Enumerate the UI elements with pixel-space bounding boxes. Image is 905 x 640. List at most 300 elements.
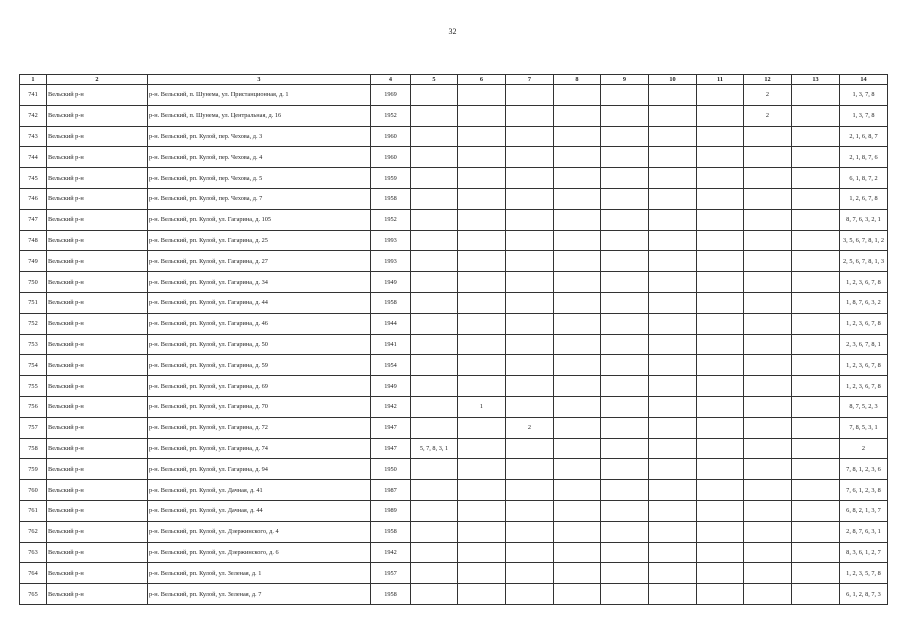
row-number: 757 [20, 417, 47, 438]
col9-cell [601, 417, 649, 438]
district-cell: Вельский р-н [47, 396, 148, 417]
row-number: 758 [20, 438, 47, 459]
col6-cell [458, 147, 506, 168]
column-header-2: 2 [47, 75, 148, 85]
row-number: 760 [20, 480, 47, 501]
col12-cell [744, 188, 792, 209]
col5-cell [411, 584, 458, 605]
year-cell: 1950 [371, 459, 411, 480]
col5-cell [411, 313, 458, 334]
column-header-11: 11 [697, 75, 744, 85]
col13-cell [792, 480, 840, 501]
col13-cell [792, 272, 840, 293]
col7-cell [506, 480, 554, 501]
year-cell: 1942 [371, 542, 411, 563]
col9-cell [601, 251, 649, 272]
col14-cell: 1, 2, 3, 6, 7, 8 [840, 376, 888, 397]
col7-cell [506, 147, 554, 168]
district-cell: Вельский р-н [47, 313, 148, 334]
col6-cell [458, 438, 506, 459]
col12-cell [744, 126, 792, 147]
address-cell: р-н. Вельский, рп. Кулой, ул. Гагарина, д. 74 [148, 438, 371, 459]
table-row [20, 521, 888, 542]
col8-cell [554, 209, 601, 230]
col8-cell [554, 272, 601, 293]
col10-cell [649, 584, 697, 605]
col13-cell [792, 209, 840, 230]
row-number: 743 [20, 126, 47, 147]
col11-cell [697, 188, 744, 209]
year-cell: 1993 [371, 230, 411, 251]
district-cell: Вельский р-н [47, 521, 148, 542]
district-cell: Вельский р-н [47, 85, 148, 106]
address-cell: р-н. Вельский, п. Шунема, ул. Пристанционная, д. 1 [148, 85, 371, 106]
register-table [19, 74, 888, 605]
col6-cell [458, 521, 506, 542]
col11-cell [697, 563, 744, 584]
district-cell: Вельский р-н [47, 438, 148, 459]
column-header-6: 6 [458, 75, 506, 85]
col12-cell [744, 230, 792, 251]
col10-cell [649, 168, 697, 189]
col5-cell [411, 480, 458, 501]
address-cell: р-н. Вельский, рп. Кулой, ул. Зеленая, д. 1 [148, 563, 371, 584]
col11-cell [697, 230, 744, 251]
col13-cell [792, 334, 840, 355]
column-header-9: 9 [601, 75, 649, 85]
col12-cell [744, 584, 792, 605]
col12-cell [744, 168, 792, 189]
col11-cell [697, 209, 744, 230]
district-cell: Вельский р-н [47, 105, 148, 126]
column-header-13: 13 [792, 75, 840, 85]
district-cell: Вельский р-н [47, 584, 148, 605]
col12-cell [744, 459, 792, 480]
col11-cell [697, 480, 744, 501]
col14-cell: 1, 2, 3, 6, 7, 8 [840, 272, 888, 293]
col6-cell [458, 376, 506, 397]
col9-cell [601, 480, 649, 501]
col9-cell [601, 313, 649, 334]
year-cell: 1947 [371, 438, 411, 459]
table-row [20, 438, 888, 459]
col10-cell [649, 147, 697, 168]
col8-cell [554, 480, 601, 501]
col6-cell: 1 [458, 396, 506, 417]
col6-cell [458, 500, 506, 521]
year-cell: 1987 [371, 480, 411, 501]
col7-cell [506, 376, 554, 397]
year-cell: 1958 [371, 188, 411, 209]
row-number: 753 [20, 334, 47, 355]
address-cell: р-н. Вельский, рп. Кулой, пер. Чехова, д. 5 [148, 168, 371, 189]
address-cell: р-н. Вельский, рп. Кулой, ул. Зеленая, д. 7 [148, 584, 371, 605]
col7-cell [506, 563, 554, 584]
address-cell: р-н. Вельский, п. Шунема, ул. Центральная, д. 16 [148, 105, 371, 126]
col10-cell [649, 313, 697, 334]
col13-cell [792, 105, 840, 126]
col10-cell [649, 563, 697, 584]
col7-cell [506, 396, 554, 417]
col6-cell [458, 584, 506, 605]
col10-cell [649, 105, 697, 126]
col9-cell [601, 188, 649, 209]
col10-cell [649, 521, 697, 542]
col8-cell [554, 188, 601, 209]
col5-cell: 5, 7, 8, 3, 1 [411, 438, 458, 459]
table-row [20, 584, 888, 605]
header-row [20, 75, 888, 85]
col12-cell [744, 209, 792, 230]
col10-cell [649, 396, 697, 417]
address-cell: р-н. Вельский, рп. Кулой, ул. Гагарина, д. 44 [148, 292, 371, 313]
col8-cell [554, 542, 601, 563]
column-header-14: 14 [840, 75, 888, 85]
col8-cell [554, 355, 601, 376]
col11-cell [697, 355, 744, 376]
col14-cell: 1, 8, 7, 6, 3, 2 [840, 292, 888, 313]
district-cell: Вельский р-н [47, 126, 148, 147]
col9-cell [601, 126, 649, 147]
col7-cell [506, 209, 554, 230]
col5-cell [411, 355, 458, 376]
col5-cell [411, 334, 458, 355]
column-header-7: 7 [506, 75, 554, 85]
col11-cell [697, 272, 744, 293]
year-cell: 1969 [371, 85, 411, 106]
year-cell: 1942 [371, 396, 411, 417]
address-cell: р-н. Вельский, рп. Кулой, ул. Дачная, д. 41 [148, 480, 371, 501]
col9-cell [601, 105, 649, 126]
col5-cell [411, 188, 458, 209]
col6-cell [458, 188, 506, 209]
col10-cell [649, 292, 697, 313]
column-header-12: 12 [744, 75, 792, 85]
col12-cell [744, 355, 792, 376]
col9-cell [601, 438, 649, 459]
col10-cell [649, 188, 697, 209]
col13-cell [792, 542, 840, 563]
col7-cell [506, 292, 554, 313]
address-cell: р-н. Вельский, рп. Кулой, ул. Гагарина, д. 70 [148, 396, 371, 417]
table-row [20, 355, 888, 376]
col11-cell [697, 147, 744, 168]
table-row [20, 376, 888, 397]
col8-cell [554, 230, 601, 251]
col10-cell [649, 355, 697, 376]
col8-cell [554, 500, 601, 521]
col11-cell [697, 251, 744, 272]
col7-cell [506, 272, 554, 293]
col8-cell [554, 417, 601, 438]
col14-cell: 7, 8, 1, 2, 3, 6 [840, 459, 888, 480]
col14-cell: 6, 8, 2, 1, 3, 7 [840, 500, 888, 521]
district-cell: Вельский р-н [47, 355, 148, 376]
year-cell: 1941 [371, 334, 411, 355]
row-number: 742 [20, 105, 47, 126]
col10-cell [649, 459, 697, 480]
row-number: 750 [20, 272, 47, 293]
row-number: 756 [20, 396, 47, 417]
col14-cell: 1, 2, 3, 5, 7, 8 [840, 563, 888, 584]
col11-cell [697, 334, 744, 355]
col5-cell [411, 230, 458, 251]
col11-cell [697, 376, 744, 397]
col11-cell [697, 126, 744, 147]
col13-cell [792, 563, 840, 584]
table-row [20, 417, 888, 438]
district-cell: Вельский р-н [47, 230, 148, 251]
row-number: 747 [20, 209, 47, 230]
address-cell: р-н. Вельский, рп. Кулой, ул. Гагарина, д. 72 [148, 417, 371, 438]
col8-cell [554, 376, 601, 397]
col13-cell [792, 147, 840, 168]
address-cell: р-н. Вельский, рп. Кулой, пер. Чехова, д. 7 [148, 188, 371, 209]
col6-cell [458, 126, 506, 147]
col5-cell [411, 292, 458, 313]
col14-cell: 8, 7, 6, 3, 2, 1 [840, 209, 888, 230]
col7-cell [506, 438, 554, 459]
col12-cell [744, 417, 792, 438]
col13-cell [792, 500, 840, 521]
district-cell: Вельский р-н [47, 272, 148, 293]
year-cell: 1952 [371, 209, 411, 230]
col5-cell [411, 396, 458, 417]
district-cell: Вельский р-н [47, 251, 148, 272]
col8-cell [554, 126, 601, 147]
row-number: 763 [20, 542, 47, 563]
column-header-4: 4 [371, 75, 411, 85]
table-row [20, 188, 888, 209]
col10-cell [649, 230, 697, 251]
col7-cell [506, 251, 554, 272]
col10-cell [649, 480, 697, 501]
table-row [20, 230, 888, 251]
col10-cell [649, 376, 697, 397]
col13-cell [792, 417, 840, 438]
col9-cell [601, 209, 649, 230]
column-header-10: 10 [649, 75, 697, 85]
col7-cell [506, 105, 554, 126]
col9-cell [601, 396, 649, 417]
row-number: 764 [20, 563, 47, 584]
col14-cell: 1, 2, 6, 7, 8 [840, 188, 888, 209]
col6-cell [458, 251, 506, 272]
col9-cell [601, 85, 649, 106]
col7-cell [506, 313, 554, 334]
col6-cell [458, 542, 506, 563]
district-cell: Вельский р-н [47, 292, 148, 313]
col11-cell [697, 292, 744, 313]
address-cell: р-н. Вельский, рп. Кулой, пер. Чехова, д. 3 [148, 126, 371, 147]
col12-cell [744, 480, 792, 501]
row-number: 761 [20, 500, 47, 521]
col13-cell [792, 313, 840, 334]
col9-cell [601, 563, 649, 584]
col5-cell [411, 209, 458, 230]
col9-cell [601, 521, 649, 542]
year-cell: 1949 [371, 272, 411, 293]
col10-cell [649, 85, 697, 106]
col14-cell: 6, 1, 2, 8, 7, 3 [840, 584, 888, 605]
address-cell: р-н. Вельский, рп. Кулой, ул. Гагарина, д. 27 [148, 251, 371, 272]
col6-cell [458, 480, 506, 501]
col14-cell: 2, 3, 6, 7, 8, 1 [840, 334, 888, 355]
col7-cell [506, 521, 554, 542]
col5-cell [411, 521, 458, 542]
col5-cell [411, 85, 458, 106]
address-cell: р-н. Вельский, рп. Кулой, ул. Дачная, д. 44 [148, 500, 371, 521]
col8-cell [554, 584, 601, 605]
year-cell: 1993 [371, 251, 411, 272]
col6-cell [458, 417, 506, 438]
col6-cell [458, 272, 506, 293]
district-cell: Вельский р-н [47, 500, 148, 521]
col13-cell [792, 230, 840, 251]
col10-cell [649, 272, 697, 293]
col10-cell [649, 209, 697, 230]
col5-cell [411, 105, 458, 126]
col9-cell [601, 168, 649, 189]
address-cell: р-н. Вельский, рп. Кулой, ул. Гагарина, д. 59 [148, 355, 371, 376]
col6-cell [458, 334, 506, 355]
col7-cell [506, 500, 554, 521]
col12-cell [744, 563, 792, 584]
col13-cell [792, 521, 840, 542]
col12-cell [744, 521, 792, 542]
col6-cell [458, 292, 506, 313]
table-row [20, 147, 888, 168]
year-cell: 1952 [371, 105, 411, 126]
district-cell: Вельский р-н [47, 209, 148, 230]
col8-cell [554, 147, 601, 168]
year-cell: 1958 [371, 521, 411, 542]
col8-cell [554, 334, 601, 355]
col13-cell [792, 251, 840, 272]
col14-cell: 1, 2, 3, 6, 7, 8 [840, 355, 888, 376]
row-number: 749 [20, 251, 47, 272]
column-header-5: 5 [411, 75, 458, 85]
table-row [20, 209, 888, 230]
col13-cell [792, 355, 840, 376]
col5-cell [411, 563, 458, 584]
address-cell: р-н. Вельский, рп. Кулой, ул. Гагарина, д. 50 [148, 334, 371, 355]
row-number: 741 [20, 85, 47, 106]
year-cell: 1957 [371, 563, 411, 584]
district-cell: Вельский р-н [47, 168, 148, 189]
year-cell: 1954 [371, 355, 411, 376]
col9-cell [601, 376, 649, 397]
col7-cell [506, 126, 554, 147]
year-cell: 1989 [371, 500, 411, 521]
col10-cell [649, 126, 697, 147]
table-row [20, 85, 888, 106]
col8-cell [554, 563, 601, 584]
col7-cell [506, 230, 554, 251]
row-number: 745 [20, 168, 47, 189]
col5-cell [411, 376, 458, 397]
col11-cell [697, 459, 744, 480]
col7-cell [506, 355, 554, 376]
table-row [20, 459, 888, 480]
col7-cell [506, 542, 554, 563]
year-cell: 1944 [371, 313, 411, 334]
row-number: 746 [20, 188, 47, 209]
col9-cell [601, 542, 649, 563]
district-cell: Вельский р-н [47, 376, 148, 397]
col10-cell [649, 542, 697, 563]
table-row [20, 168, 888, 189]
col9-cell [601, 500, 649, 521]
district-cell: Вельский р-н [47, 147, 148, 168]
district-cell: Вельский р-н [47, 563, 148, 584]
row-number: 759 [20, 459, 47, 480]
address-cell: р-н. Вельский, рп. Кулой, ул. Гагарина, д. 105 [148, 209, 371, 230]
col6-cell [458, 355, 506, 376]
col5-cell [411, 542, 458, 563]
col6-cell [458, 563, 506, 584]
col8-cell [554, 438, 601, 459]
col13-cell [792, 396, 840, 417]
col12-cell [744, 500, 792, 521]
page-number: 32 [448, 27, 457, 36]
col12-cell [744, 376, 792, 397]
row-number: 765 [20, 584, 47, 605]
col8-cell [554, 168, 601, 189]
district-cell: Вельский р-н [47, 542, 148, 563]
address-cell: р-н. Вельский, рп. Кулой, ул. Гагарина, д. 94 [148, 459, 371, 480]
col14-cell: 2, 1, 6, 8, 7 [840, 126, 888, 147]
address-cell: р-н. Вельский, рп. Кулой, ул. Дзержинского, д. 6 [148, 542, 371, 563]
col11-cell [697, 85, 744, 106]
year-cell: 1958 [371, 584, 411, 605]
col12-cell [744, 542, 792, 563]
col12-cell [744, 147, 792, 168]
col14-cell: 3, 5, 6, 7, 8, 1, 2 [840, 230, 888, 251]
column-header-3: 3 [148, 75, 371, 85]
col12-cell: 2 [744, 105, 792, 126]
column-header-1: 1 [20, 75, 47, 85]
col14-cell: 2, 1, 8, 7, 6 [840, 147, 888, 168]
col13-cell [792, 459, 840, 480]
col9-cell [601, 292, 649, 313]
col10-cell [649, 334, 697, 355]
col6-cell [458, 459, 506, 480]
col5-cell [411, 168, 458, 189]
col10-cell [649, 500, 697, 521]
col12-cell [744, 313, 792, 334]
district-cell: Вельский р-н [47, 459, 148, 480]
year-cell: 1949 [371, 376, 411, 397]
col6-cell [458, 313, 506, 334]
col11-cell [697, 438, 744, 459]
table-body [20, 85, 888, 605]
address-cell: р-н. Вельский, рп. Кулой, пер. Чехова, д. 4 [148, 147, 371, 168]
col11-cell [697, 542, 744, 563]
col12-cell [744, 334, 792, 355]
year-cell: 1959 [371, 168, 411, 189]
col6-cell [458, 85, 506, 106]
col14-cell: 1, 2, 3, 6, 7, 8 [840, 313, 888, 334]
col8-cell [554, 292, 601, 313]
col5-cell [411, 126, 458, 147]
col5-cell [411, 500, 458, 521]
col10-cell [649, 251, 697, 272]
col8-cell [554, 459, 601, 480]
col7-cell [506, 168, 554, 189]
col11-cell [697, 584, 744, 605]
district-cell: Вельский р-н [47, 334, 148, 355]
